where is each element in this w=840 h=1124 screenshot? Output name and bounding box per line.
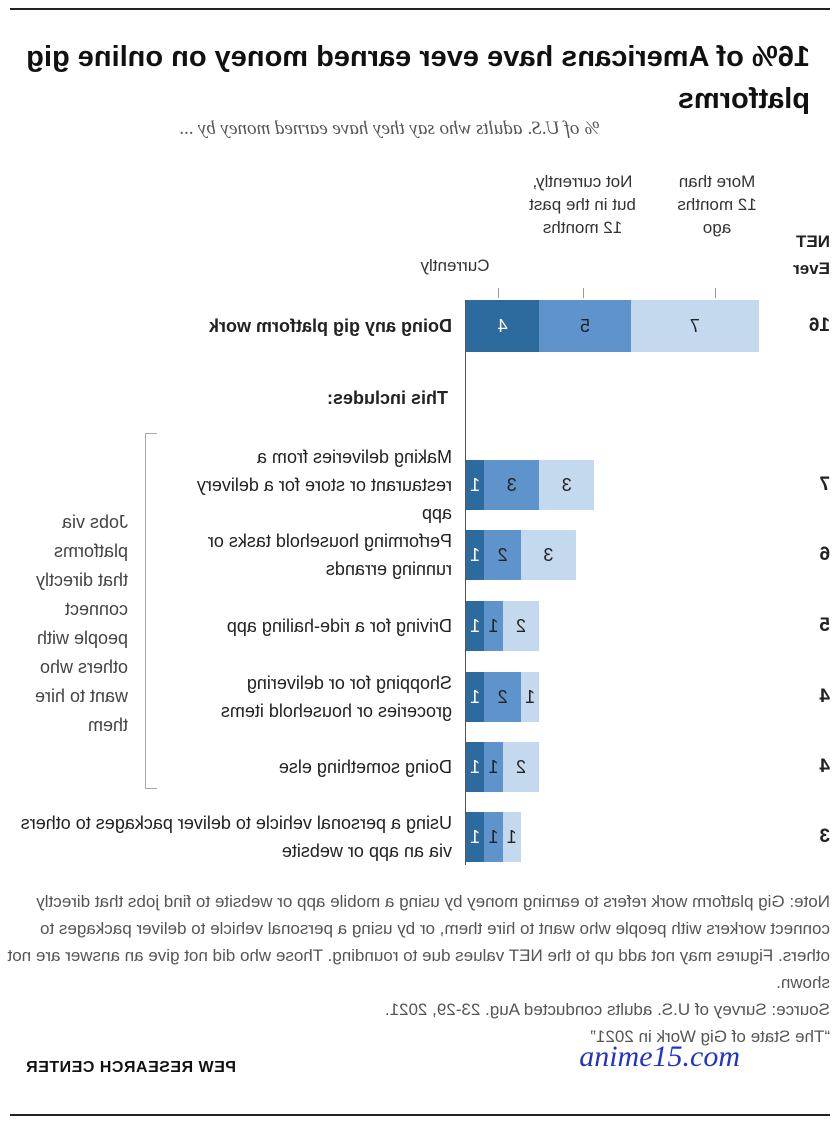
bar-segment-currently: 1	[466, 460, 484, 510]
bracket-label-line: want to hire	[34, 686, 128, 706]
bar-segment-not-currently: 2	[484, 672, 521, 722]
includes-label: This includes:	[326, 388, 448, 408]
col-tick-currently	[498, 288, 499, 298]
report-text: “The State of Gig Work in 2021”	[590, 1027, 830, 1046]
source-text: Source: Survey of U.S. adults conducted Aug. 23-29, 2021.	[384, 1000, 830, 1019]
footnote	[5, 888, 830, 1050]
bar-segment-not-currently: 1	[484, 812, 502, 862]
bottom-rule	[10, 1114, 830, 1116]
col-tick-more-than-12	[715, 288, 716, 298]
category-label: Making deliveries from a restaurant or store for a delivery app	[196, 447, 452, 523]
bar-segment-more-than-12: 3	[521, 530, 576, 580]
col-header-currently: Currently	[420, 256, 490, 275]
chart-subtitle: % of U.S. adults who say they have earned money by ...	[178, 118, 600, 139]
net-value: 4	[819, 756, 830, 777]
bar-segment-more-than-12: 3	[539, 460, 594, 510]
watermark: anime15.com	[579, 1040, 740, 1073]
bar-segment-currently: 1	[466, 530, 484, 580]
bar-segment-more-than-12: 2	[503, 742, 540, 792]
bar-segment-currently: 4	[466, 300, 539, 352]
category-label: Using a personal vehicle to deliver packages to others via an app or website	[20, 813, 452, 861]
net-ever-header: NET Ever	[793, 232, 830, 278]
bar-segment-currently: 1	[466, 672, 484, 722]
bar-segment-more-than-12: 7	[631, 300, 759, 352]
bar-segment-currently: 1	[466, 601, 484, 651]
top-rule	[10, 8, 830, 10]
bar-segment-not-currently: 1	[484, 601, 502, 651]
bracket-label-line: others who	[39, 657, 128, 677]
bracket-label	[35, 508, 128, 740]
chart-title: 16% of Americans have ever earned money on online gig platforms	[26, 41, 810, 115]
bar-segment-more-than-12: 1	[503, 812, 521, 862]
bar-segment-not-currently: 5	[539, 300, 631, 352]
bar-segment-currently: 1	[466, 742, 484, 792]
bar-segment-more-than-12: 1	[521, 672, 539, 722]
category-label: Shopping for or delivering groceries or household items	[220, 673, 452, 721]
bracket-label-line: people with	[36, 628, 128, 648]
bar-segment-not-currently: 2	[484, 530, 521, 580]
note-text: Note: Gig platform work refers to earning money by using a mobile app or website to find jobs that directly connect workers with people who want to hire them, or by using a personal vehicle to deliver packages to others. Figures may not add up to the NET values due to rounding. Those who did not give an answer are not shown.	[7, 892, 830, 992]
col-header-not-currently: Not currently, but in the past 12 months	[529, 172, 636, 237]
bar-segment-not-currently: 1	[484, 742, 502, 792]
bar-segment-currently: 1	[466, 812, 484, 862]
bracket-label-line: platforms	[53, 541, 128, 561]
bar-segment-more-than-12: 2	[503, 601, 540, 651]
bar-segment-not-currently: 3	[484, 460, 539, 510]
bracket-label-line: them	[87, 715, 128, 735]
category-label: Driving for a ride-hailing app	[226, 616, 452, 636]
group-bracket	[145, 433, 157, 789]
category-label: Doing something else	[278, 757, 452, 777]
col-header-more-than-12: More than 12 months ago	[677, 172, 757, 237]
category-label: Doing any gig platform work	[208, 316, 452, 336]
bracket-label-line: Jobs via	[61, 512, 128, 532]
bracket-label-line: that directly	[35, 570, 128, 590]
net-value: 7	[819, 474, 830, 495]
net-value: 4	[819, 686, 830, 707]
net-value: 5	[819, 615, 830, 636]
net-value: 16	[808, 315, 830, 336]
col-tick-not-currently	[583, 288, 584, 298]
net-value: 6	[819, 544, 830, 565]
category-label: Performing household tasks or running errands	[207, 531, 452, 579]
pew-logo: PEW RESEARCH CENTER	[25, 1059, 236, 1076]
bracket-label-line: connect	[64, 599, 128, 619]
net-value: 3	[819, 826, 830, 847]
